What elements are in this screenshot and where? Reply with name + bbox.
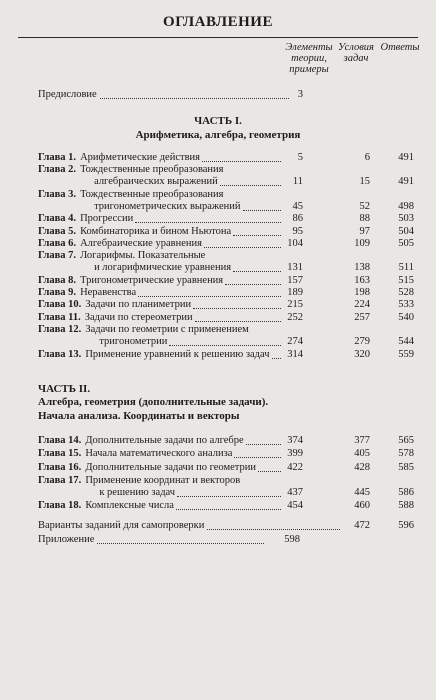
theory-page: 215: [287, 299, 303, 311]
answers-page: 528: [398, 287, 414, 299]
chapter-title: Тождественные преобразования: [80, 164, 224, 176]
theory-page: 131: [287, 262, 303, 274]
problems-page: 428: [354, 461, 370, 473]
chapter-number: Глава 3.: [38, 188, 77, 200]
chapter-number: Глава 7.: [38, 250, 77, 262]
theory-page: 252: [287, 311, 303, 323]
preface-label: Предисловие: [38, 89, 97, 100]
chapter-title: Дополнительные задачи по алгебре: [85, 435, 244, 446]
theory-page: 399: [287, 448, 303, 460]
theory-page: 189: [287, 287, 303, 299]
dot-leader: [169, 345, 281, 346]
chapter-number: Глава 17.: [38, 474, 82, 486]
problems-page: 163: [354, 274, 370, 286]
answers-page: 540: [398, 311, 414, 323]
chapter-title: Задачи по планиметрии: [85, 299, 192, 311]
dot-leader: [135, 222, 281, 223]
dot-leader: [97, 543, 264, 544]
answers-page: 544: [398, 336, 414, 348]
problems-page: 198: [354, 287, 370, 299]
theory-page: 157: [287, 274, 303, 286]
chapter-title: тригонометрических выражений: [94, 200, 241, 212]
chapter-title: Применение уравнений к решению задач: [85, 348, 270, 360]
answers-page: 511: [398, 262, 414, 274]
variants-answers-page: 596: [398, 520, 414, 531]
problems-page: 6: [364, 152, 370, 163]
chapter-number: Глава 12.: [38, 324, 82, 336]
chapter-title: Тригонометрические уравнения: [80, 274, 224, 286]
problems-page: 224: [354, 299, 370, 311]
chapter-number: Глава 14.: [38, 435, 82, 446]
variants-label: Варианты заданий для самопроверки: [38, 520, 205, 531]
chapter-title: Логарифмы. Показательные: [80, 250, 206, 262]
chapter-title: Задачи по геометрии с применением: [85, 324, 249, 336]
theory-page: 104: [287, 237, 303, 249]
answers-page: 565: [398, 435, 414, 446]
theory-page: 454: [287, 500, 303, 512]
chapter-title: и логарифмические уравнения: [94, 262, 232, 274]
problems-page: 109: [354, 237, 370, 249]
theory-page: 11: [292, 176, 303, 188]
answers-page: 559: [398, 348, 414, 360]
answers-page: 491: [398, 152, 414, 163]
chapter-title: тригонометрии: [99, 336, 168, 348]
chapter-number: Глава 6.: [38, 237, 77, 249]
chapter-number: Глава 11.: [38, 311, 81, 323]
chapter-number: Глава 8.: [38, 274, 77, 286]
chapter-number: Глава 13.: [38, 348, 82, 360]
chapter-number: Глава 9.: [38, 287, 77, 299]
chapter-number: Глава 18.: [38, 500, 82, 512]
dot-leader: [176, 509, 281, 510]
problems-page: 445: [354, 487, 370, 498]
problems-page: 15: [359, 176, 370, 188]
dot-leader: [138, 296, 281, 297]
theory-page: 422: [287, 461, 303, 473]
answers-page: 498: [398, 200, 414, 212]
answers-page: 504: [398, 225, 414, 237]
appendix-page: 598: [284, 534, 300, 545]
answers-page: 588: [398, 500, 414, 512]
chapter-title: Прогрессии: [80, 213, 134, 225]
column-header-theory: Элементы теории, примеры: [285, 42, 333, 75]
answers-page: 505: [398, 237, 414, 249]
column-header-answers: Ответы: [380, 42, 420, 53]
chapter-title: Арифметические действия: [80, 152, 200, 163]
part2-heading: ЧАСТЬ II.: [38, 383, 91, 395]
problems-page: 257: [354, 311, 370, 323]
answers-page: 533: [398, 299, 414, 311]
preface-page: 3: [297, 89, 303, 100]
chapter-number: Глава 4.: [38, 213, 77, 225]
answers-page: 491: [398, 176, 414, 188]
chapter-title: Комплексные числа: [85, 500, 174, 512]
answers-page: 585: [398, 461, 414, 473]
problems-page: 97: [359, 225, 370, 237]
answers-page: 578: [398, 448, 414, 460]
theory-page: 274: [287, 336, 303, 348]
chapter-number: Глава 5.: [38, 225, 77, 237]
dot-leader: [100, 98, 289, 99]
chapter-number: Глава 2.: [38, 164, 77, 176]
chapter-number: Глава 15.: [38, 448, 82, 460]
theory-page: 95: [292, 225, 303, 237]
page-title: ОГЛАВЛЕНИЕ: [163, 14, 273, 30]
chapter-title: Начала математического анализа: [85, 448, 233, 460]
problems-page: 88: [359, 213, 370, 225]
problems-page: 279: [354, 336, 370, 348]
answers-page: 515: [398, 274, 414, 286]
dot-leader: [177, 496, 281, 497]
problems-page: 377: [354, 435, 370, 446]
answers-page: 586: [398, 487, 414, 498]
chapter-number: Глава 16.: [38, 461, 82, 473]
chapter-number: Глава 1.: [38, 152, 77, 163]
problems-page: 320: [354, 348, 370, 360]
part1-heading: ЧАСТЬ I.: [194, 115, 242, 127]
part1-subtitle: Арифметика, алгебра, геометрия: [135, 129, 301, 141]
problems-page: 405: [354, 448, 370, 460]
title-divider: [18, 37, 418, 38]
theory-page: 5: [297, 152, 303, 163]
chapter-title: Дополнительные задачи по геометрии: [85, 461, 256, 473]
chapter-title: Задачи по стереометрии: [84, 311, 193, 323]
chapter-title: Применение координат и векторов: [85, 474, 241, 486]
chapter-title: Комбинаторика и бином Ньютона: [80, 225, 232, 237]
variants-problems-page: 472: [354, 520, 370, 531]
problems-page: 52: [359, 200, 370, 212]
answers-page: 503: [398, 213, 414, 225]
column-header-problems: Условия задач: [338, 42, 374, 64]
problems-page: 138: [354, 262, 370, 274]
chapter-title: Алгебраические уравнения: [80, 237, 202, 249]
chapter-title: Тождественные преобразования: [80, 188, 224, 200]
chapter-number: Глава 10.: [38, 299, 82, 311]
theory-page: 86: [292, 213, 303, 225]
part2-subtitle-line1: Алгебра, геометрия (дополнительные задачи).: [38, 396, 269, 408]
dot-leader: [207, 529, 340, 530]
appendix-label: Приложение: [38, 534, 95, 545]
problems-page: 460: [354, 500, 370, 512]
chapter-title: к решению задач: [99, 487, 176, 498]
chapter-title: Неравенства: [80, 287, 137, 299]
part2-subtitle-line2: Начала анализа. Координаты и векторы: [38, 410, 240, 422]
theory-page: 314: [287, 348, 303, 360]
theory-page: 374: [287, 435, 303, 446]
theory-page: 437: [287, 487, 303, 498]
chapter-title: алгебраических выражений: [94, 176, 218, 188]
theory-page: 45: [292, 200, 303, 212]
